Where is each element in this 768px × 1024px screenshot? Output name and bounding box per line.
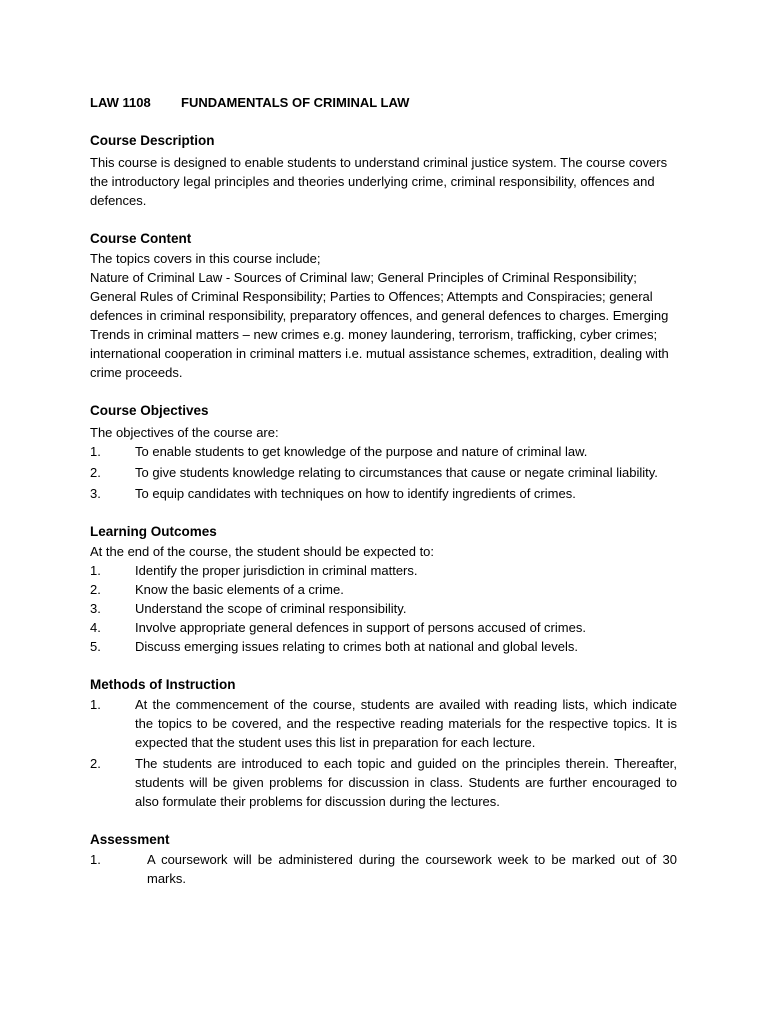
- methods-of-instruction-list: [90, 695, 677, 811]
- learning-outcomes-heading: Learning Outcomes: [90, 524, 217, 539]
- course-description-text: This course is designed to enable students to understand criminal justice system. The course covers the introductory legal principles and theories underlying crime, criminal responsibility, offences and defences.: [90, 155, 668, 208]
- course-objectives-section: [90, 401, 677, 503]
- list-item-text: To equip candidates with techniques on how to identify ingredients of crimes.: [135, 486, 576, 501]
- course-description-section: [90, 131, 677, 210]
- list-item-text: Know the basic elements of a crime.: [135, 582, 344, 597]
- list-item-number: 4.: [90, 620, 101, 635]
- assessment-section: [90, 830, 677, 888]
- list-item: [90, 637, 677, 656]
- list-item-number: 2.: [90, 582, 101, 597]
- list-item-text: Involve appropriate general defences in support of persons accused of crimes.: [135, 620, 586, 635]
- list-item-number: 1.: [90, 697, 101, 712]
- list-item-number: 3.: [90, 601, 101, 616]
- course-description-heading: Course Description: [90, 133, 215, 148]
- course-code: LAW 1108: [90, 95, 151, 110]
- list-item-number: 1.: [90, 444, 101, 459]
- list-item-text: To give students knowledge relating to circumstances that cause or negate criminal liability.: [135, 465, 658, 480]
- list-item: [90, 695, 677, 752]
- methods-of-instruction-heading: Methods of Instruction: [90, 677, 236, 692]
- list-item: [90, 850, 677, 888]
- list-item-number: 3.: [90, 486, 101, 501]
- list-item-number: 5.: [90, 639, 101, 654]
- assessment-heading: Assessment: [90, 832, 170, 847]
- learning-outcomes-intro: At the end of the course, the student should be expected to:: [90, 544, 435, 559]
- list-item-number: 2.: [90, 756, 101, 771]
- list-item-text: Identify the proper jurisdiction in criminal matters.: [135, 563, 418, 578]
- course-objectives-heading: Course Objectives: [90, 403, 209, 418]
- list-item-text: Discuss emerging issues relating to crimes both at national and global levels.: [135, 639, 578, 654]
- list-item-text: At the commencement of the course, students are availed with reading lists, which indicate the topics to be covered, and the respective reading materials for the respective topics. It is expected that the student uses this list in preparation for each lecture.: [135, 697, 677, 750]
- learning-outcomes-list: [90, 561, 677, 656]
- list-item: [90, 618, 677, 637]
- course-objectives-intro: The objectives of the course are:: [90, 425, 279, 440]
- list-item: [90, 442, 677, 461]
- list-item: [90, 561, 677, 580]
- course-content-heading: Course Content: [90, 231, 192, 246]
- list-item-text: Understand the scope of criminal responsibility.: [135, 601, 407, 616]
- course-title: FUNDAMENTALS OF CRIMINAL LAW: [181, 95, 410, 110]
- assessment-list: [90, 850, 677, 888]
- list-item-number: 2.: [90, 465, 101, 480]
- list-item: [90, 484, 677, 503]
- course-content-section: [90, 229, 677, 382]
- list-item: [90, 754, 677, 811]
- list-item-text: To enable students to get knowledge of the purpose and nature of criminal law.: [135, 444, 588, 459]
- list-item-text: The students are introduced to each topic and guided on the principles therein. Thereafter, students will be given problems for discussion in class. Students are further encouraged to also formulate their problems for discussion during the lectures.: [135, 756, 677, 809]
- course-title-row: [90, 93, 677, 112]
- course-content-text: Nature of Criminal Law - Sources of Criminal law; General Principles of Criminal Responsibility; General Rules of Criminal Responsibility; Parties to Offences; Attempts and Conspiracies; general defences in criminal responsibility, preparatory offences, and general defences to charges. Emerging Trends in criminal matters – new crimes e.g. money laundering, terrorism, trafficking, cyber crimes; international cooperation in criminal matters i.e. mutual assistance schemes, extradition, dealing with crime proceeds.: [90, 270, 669, 380]
- list-item: [90, 599, 677, 618]
- methods-of-instruction-section: [90, 675, 677, 811]
- list-item-text: A coursework will be administered during the coursework week to be marked out of 30 marks.: [147, 852, 677, 886]
- list-item-number: 1.: [90, 563, 101, 578]
- list-item: [90, 463, 677, 482]
- learning-outcomes-section: [90, 522, 677, 656]
- course-objectives-list: [90, 442, 677, 503]
- document-content: [90, 93, 677, 888]
- list-item: [90, 580, 677, 599]
- course-content-intro: The topics covers in this course include;: [90, 251, 321, 266]
- list-item-number: 1.: [90, 852, 101, 867]
